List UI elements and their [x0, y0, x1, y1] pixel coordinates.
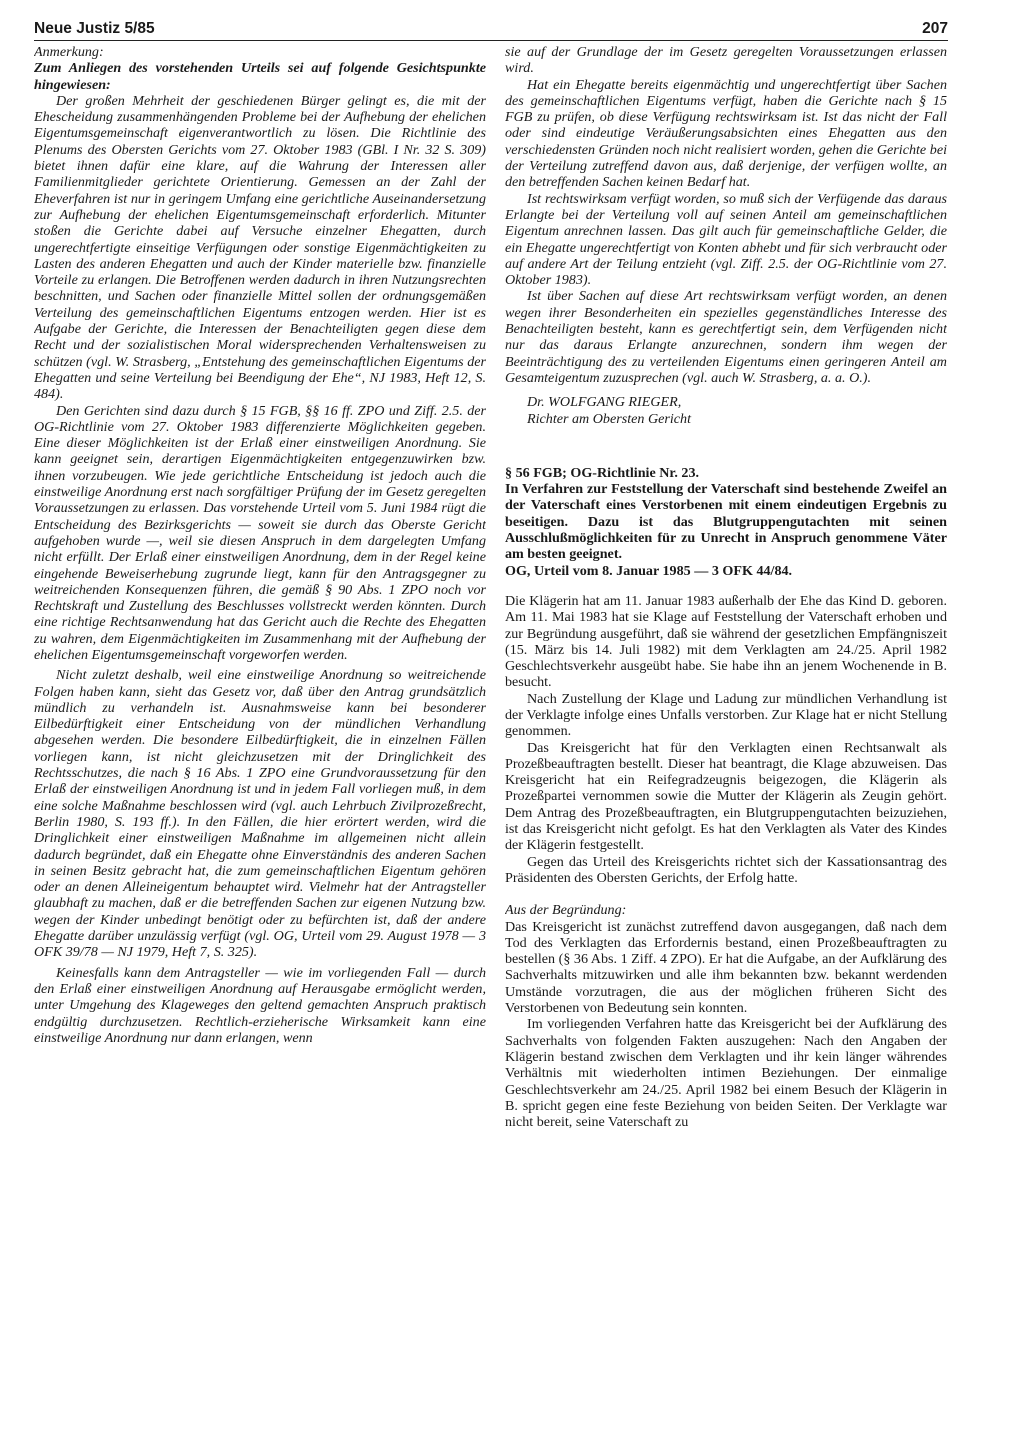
annotation-intro: Zum Anliegen des vorstehenden Urteils sei auf folgende Gesichtspunkte hingewiesen:	[34, 60, 486, 93]
facts-paragraph: Nach Zustellung der Klage und Ladung zur mündlichen Verhandlung ist der Verklagte infolge eines Unfalls verstorben. Zur Klage hat er nicht Stellung genommen.	[505, 690, 947, 740]
annotation-paragraph: Keinesfalls kann dem Antragsteller — wie im vorliegenden Fall — durch den Erlaß einer einstweiligen Anordnung auf Herausgabe ermöglicht werden, unter Umgehung des Klageweges den geltend gemachten Anspruch praktisch endgültig durchzusetzen. Rechtlich-erzieherische Wirksamkeit kann eine einstweilige Anordnung nur dann erlangen, wenn	[34, 964, 486, 1046]
annotation-paragraph: sie auf der Grundlage der im Gesetz geregelten Voraussetzungen erlassen wird.	[505, 44, 947, 77]
page-number: 207	[922, 20, 948, 37]
facts-paragraph: Das Kreisgericht hat für den Verklagten einen Rechtsanwalt als Prozeßbeauftragten bestellt. Dieser hat beantragt, die Klage abzuweisen. Das Kreisgericht hat ein Reifegradzeugnis beigezogen, die Klägerin als Prozeßpartei vernommen sowie die Mutter der Klägerin als Zeugin gehört. Dem Antrag des Prozeßbeauftragten, ein Blutgruppengutachten beizuziehen, ist das Kreisgericht nicht gefolgt. Es hat den Verklagten als Vater des Kindes der Klägerin festgestellt.	[505, 739, 947, 854]
journal-title: Neue Justiz 5/85	[34, 20, 155, 37]
case-headnote: In Verfahren zur Feststellung der Vaterschaft sind bestehende Zweifel an der Vaterschaft eines Verstorbenen mit einem eindeutigen Ergebnis zu beseitigen. Dazu ist das Blutgruppengutachten mit seinen Ausschlußmöglichkeiten für zu Unrecht in Anspruch genommene Väter am besten geeignet.	[505, 481, 947, 563]
page-header	[34, 12, 948, 41]
annotation-paragraph: Ist über Sachen auf diese Art rechtswirksam verfügt worden, an denen wegen ihrer Besonderheiten ein spezielles gegenständliches Interesse des Benachteiligten besteht, kann es gerechtfertigt sein, dem Verfügenden nicht nur das daraus Erlangte anzurechnen, sondern ihm wegen der Beeinträchtigung des zu verteilenden Eigentums einen geringeren Anteil am Gesamteigentum zuzusprechen (vgl. auch W. Strasberg, a. a. O.).	[505, 288, 947, 386]
facts-paragraph: Die Klägerin hat am 11. Januar 1983 außerhalb der Ehe das Kind D. geboren. Am 11. Mai 1983 hat sie Klage auf Feststellung der Vaterschaft erhoben und zur Begründung ausgeführt, daß sie während der gesetzlichen Empfängniszeit (15. März bis 14. Juli 1982) mit dem Verklagten am 24./25. April 1982 Geschlechtsverkehr ausgeübt habe. Sie habe ihn an jenem Wochenende in B. besucht.	[505, 592, 947, 691]
annotation-paragraph: Nicht zuletzt deshalb, weil eine einstweilige Anordnung so weitreichende Folgen haben kann, sieht das Gesetz vor, daß über den Antrag grundsätzlich mündlich zu verhandeln ist. Ausnahmsweise kann bei besonderer Eilbedürftigkeit einer Entscheidung von der mündlichen Verhandlung abgesehen werden. Die besondere Eilbedürftigkeit, die in einzelnen Fällen vorliegen kann, ist nicht gleichzusetzen mit der Dringlichkeit des Rechtsschutzes, die nach § 16 Abs. 1 ZPO eine Grundvoraussetzung für den Erlaß der einstweiligen Anordnung ist und in jedem Fall vorliegen muß, in dem eine solche Maßnahme beschlossen wird (vgl. auch Lehrbuch Zivilprozeßrecht, Berlin 1980, S. 193 ff.). In den Fällen, die hier erörtert werden, wird die Dringlichkeit einer einstweiligen Maßnahme im allgemeinen nicht allein dadurch begründet, daß ein Ehegatte ohne Einverständnis des anderen Sachen in seinen Besitz gebracht hat, die zum gemeinschaftlichen Eigentum gehören oder an denen Alleineigentum behauptet wird. Vielmehr hat der Antragsteller glaubhaft zu machen, daß er die betreffenden Sachen zur eigenen Nutzung bzw. wegen der Kinder unbedingt benötigt oder zu befürchten ist, daß der andere Ehegatte darüber unzulässig verfügt (vgl. OG, Urteil vom 29. August 1978 — 3 OFK 39/78 — NJ 1979, Heft 7, S. 325).	[34, 667, 486, 961]
case-citation: § 56 FGB; OG-Richtlinie Nr. 23.	[505, 464, 700, 481]
annotation-heading: Anmerkung:	[34, 44, 104, 60]
annotation-paragraph: Der großen Mehrheit der geschiedenen Bürger gelingt es, die mit der Ehescheidung zusammenhängenden Probleme bei der Aufhebung der ehelichen Eigentumsgemeinschaft eigenverantwortlich zu lösen. Die Richtlinie des Plenums des Obersten Gerichts vom 27. Oktober 1983 (GBl. I Nr. 32 S. 309) bietet ihnen dafür eine klare, auf die Wahrung der Interessen aller Familienmitglieder gerichtete Orientierung. Gemessen an der Zahl der Eheverfahren ist nur in geringem Umfang eine gerichtliche Auseinandersetzung zur Aufhebung der ehelichen Eigentumsgemeinschaft erforderlich. Mitunter stoßen die Gerichte dabei auf Versuche einzelner Ehegatten, durch ungerechtfertigte einseitige Verfügungen oder sonstige Eigenmächtigkeiten zu Lasten des anderen Ehegatten und auch der Kinder materielle bzw. finanzielle Vorteile zu erlangen. Die Betroffenen werden dadurch in ihren Nutzungsrechten beschnitten, und Sachen oder finanzielle Mittel sollen der ordnungsgemäßen Verteilung des gemeinschaftlichen Eigentums entzogen werden. Hier ist es Aufgabe der Gerichte, die Interessen der Benachteiligten gegen diese dem Recht und der sozialistischen Moral widersprechenden Verhaltensweisen zu schützen (vgl. W. Strasberg, „Entstehung des gemeinschaftlichen Eigentums der Ehegatten und seine Verteilung bei Beendigung der Ehe“, NJ 1983, Heft 12, S. 484).	[34, 92, 486, 403]
author-name: Dr. WOLFGANG RIEGER,	[527, 394, 682, 411]
annotation-paragraph: Ist rechtswirksam verfügt worden, so muß sich der Verfügende das daraus Erlangte bei der Verteilung voll auf seinen Anteil am gemeinschaftlichen Eigentum anrechnen lassen. Das gilt auch für gemeinschaftliche Gelder, die ein Ehegatte ungerechtfertigt von Konten abhebt und für sich verbraucht oder auf andere Art der Teilung entzieht (vgl. Ziff. 2.5. der OG-Richtlinie vom 27. Oktober 1983).	[505, 190, 947, 289]
annotation-paragraph: Hat ein Ehegatte bereits eigenmächtig und ungerechtfertigt über Sachen des gemeinschaftlichen Eigentums verfügt, haben die Gerichte nach § 15 FGB zu prüfen, ob diese Verfügung rechtswirksam ist. Ist das nicht der Fall oder sind eindeutige Veräußerungsabsichten eines Ehegatten aus den verschiedensten Gründen noch nicht realisiert worden, gehen die Gerichte bei der Verteilung zutreffend davon aus, daß derjenige, der verfügen wollte, an den betreffenden Sachen keinen Bedarf hat.	[505, 76, 947, 191]
reasons-paragraph: Das Kreisgericht ist zunächst zutreffend davon ausgegangen, daß nach dem Tod des Verklagten das Erfordernis bestand, einen Prozeßbeauftragten zu bestellen (§ 36 Abs. 1 Ziff. 4 ZPO). Er hat die Aufgabe, an der Aufklärung des Sachverhalts mitzuwirken und alle ihm bekannten bzw. bekannt werdenden Umstände vorzutragen, die aus der möglichen früheren Sicht des Verstorbenen von Bedeutung sein konnten.	[505, 918, 947, 1017]
author-title: Richter am Obersten Gericht	[527, 410, 691, 427]
right-column	[505, 44, 947, 1431]
reasons-paragraph: Im vorliegenden Verfahren hatte das Kreisgericht bei der Aufklärung des Sachverhalts von folgenden Fakten auszugehen: Nach den Angaben der Klägerin bestand zwischen dem Verklagten und ihr kein länger währendes Verhältnis mit wiederholten intimen Beziehungen. Der einmalige Geschlechtsverkehr am 24./25. April 1982 bei einem Besuch der Klägerin in B. spricht gegen eine feste Beziehung von beiden Seiten. Der Verklagte war nicht bereit, seine Vaterschaft zu	[505, 1016, 947, 1131]
facts-paragraph: Gegen das Urteil des Kreisgerichts richtet sich der Kassationsantrag des Präsidenten des Obersten Gerichts, der Erfolg hatte.	[505, 853, 947, 886]
annotation-paragraph: Den Gerichten sind dazu durch § 15 FGB, §§ 16 ff. ZPO und Ziff. 2.5. der OG-Richtlinie vom 27. Oktober 1983 differenzierte Möglichkeiten gegeben. Eine dieser Möglichkeiten ist der Erlaß einer einstweiligen Anordnung. Sie kann geeignet sein, derartigen Eigenmächtigkeiten entgegenzuwirken bzw. ihnen vorzubeugen. Wie jede gerichtliche Entscheidung ist jedoch auch die einstweilige Anordnung erst nach sorgfältiger Prüfung der im Gesetz geregelten Voraussetzungen zu erlassen. Das vorstehende Urteil vom 5. Juni 1984 rügt die Entscheidung des Bezirksgerichts — soweit sie durch das Oberste Gericht aufgehoben wurde —, weil sie diesen Anspruch in dem dargelegten Umfang nicht erfüllt. Der Erlaß einer einstweiligen Anordnung, dem in der Regel keine eingehende Beweiserhebung zugrunde liegt, kann für den Antragsgegner zu weitreichenden Konsequenzen führen, die gemäß § 90 Abs. 1 ZPO noch vor Rechtskraft und Zustellung des Beschlusses vollstreckt werden könnten. Durch eine richtige Rechtsanwendung hat das Gericht auch die Rechte des Ehegatten zu wahren, dem Eigenmächtigkeiten im Zusammenhang mit der Aufhebung der ehelichen Eigentumsgemeinschaft vorgeworfen werden.	[34, 402, 486, 663]
case-reference: OG, Urteil vom 8. Januar 1985 — 3 OFK 44/84.	[505, 562, 793, 579]
reasons-heading: Aus der Begründung:	[505, 902, 627, 919]
left-column	[34, 44, 486, 1431]
